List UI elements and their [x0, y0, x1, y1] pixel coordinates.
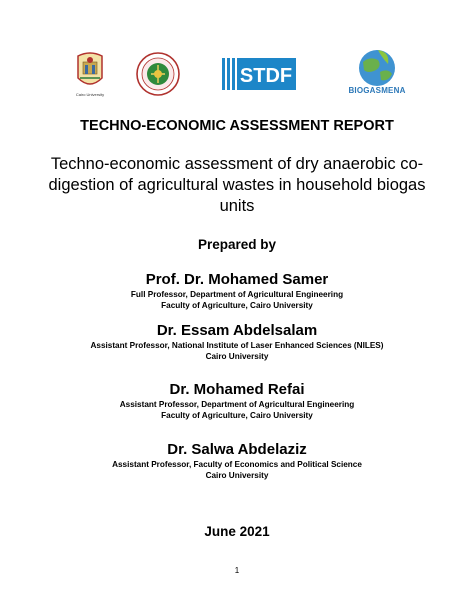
author-affiliation-line: Full Professor, Department of Agricultural Engineering — [130, 290, 344, 299]
author-affiliation-line: Cairo University — [205, 352, 269, 361]
author-affiliation-line: Assistant Professor, Department of Agricultural Engineering — [119, 400, 355, 409]
author-block — [0, 440, 474, 481]
author-name: Dr. Salwa Abdelaziz — [167, 441, 307, 458]
author-name: Dr. Essam Abdelsalam — [156, 322, 318, 339]
author-affiliation-line: Cairo University — [205, 471, 269, 480]
author-affiliation-line: Faculty of Agriculture, Cairo University — [161, 301, 313, 310]
author-name: Dr. Mohamed Refai — [169, 381, 305, 398]
report-date: June 2021 — [204, 524, 270, 539]
faculty-of-agriculture-seal-icon — [136, 52, 180, 96]
author-block — [0, 321, 474, 362]
prepared-by-label: Prepared by — [197, 237, 277, 252]
author-block — [0, 380, 474, 421]
logo-row — [0, 52, 474, 108]
page-number: 1 — [234, 566, 240, 575]
biogasmena-globe-icon — [348, 48, 406, 88]
cairo-university-seal-icon — [74, 52, 106, 94]
author-affiliation-line: Assistant Professor, National Institute of Laser Enhanced Sciences (NILES) — [90, 341, 384, 350]
cairo-university-logo — [74, 52, 106, 97]
stdf-logo-icon — [222, 56, 296, 92]
biogasmena-logo-text: BIOGASMENA — [348, 86, 406, 95]
biogasmena-logo — [348, 48, 406, 100]
faculty-logo — [136, 52, 180, 96]
author-name: Prof. Dr. Mohamed Samer — [145, 271, 329, 288]
stdf-logo-text: STDF — [239, 65, 293, 87]
author-affiliation-line: Faculty of Agriculture, Cairo University — [161, 411, 313, 420]
author-affiliation-line: Assistant Professor, Faculty of Economics and Political Science — [112, 460, 362, 469]
report-type-heading: TECHNO-ECONOMIC ASSESSMENT REPORT — [80, 118, 394, 134]
cairo-university-caption: Cairo University — [75, 92, 105, 97]
report-title: Techno-economic assessment of dry anaerobic co-digestion of agricultural wastes in household biogas units — [48, 155, 426, 215]
author-block — [0, 270, 474, 311]
stdf-logo — [222, 56, 296, 92]
